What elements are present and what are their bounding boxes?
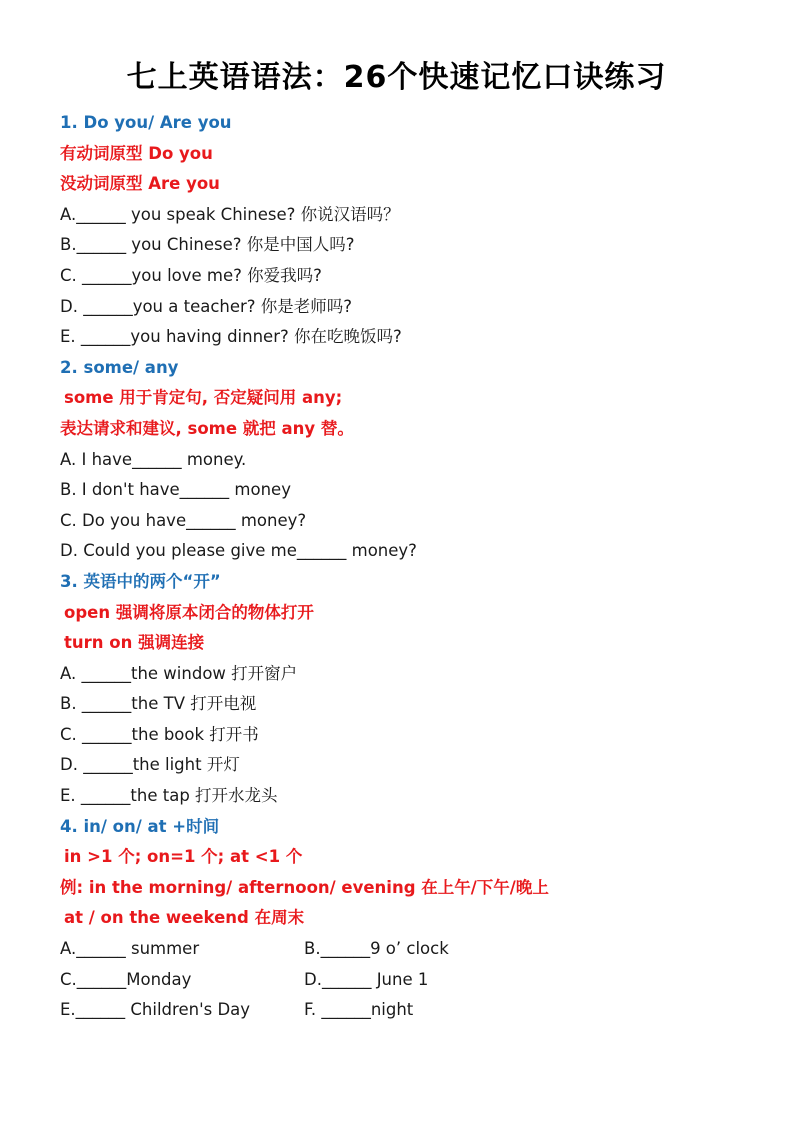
exercise-item: E. ______you having dinner? 你在吃晚饭吗?: [60, 327, 402, 347]
exercise-item: D. ______you a teacher? 你是老师吗?: [60, 296, 353, 316]
exercise-item: B. ______the TV 打开电视: [60, 694, 257, 714]
exercise-item: C. Do you have______ money?: [60, 510, 307, 530]
exercise-item: D. Could you please give me______ money?: [60, 541, 417, 561]
exercise-item: A. I have______ money.: [60, 449, 247, 469]
section-4-rule: in >1 个; on=1 个; at <1 个: [64, 847, 303, 867]
section-1-rule: 有动词原型 Do you: [60, 143, 213, 163]
exercise-item: B. I don't have______ money: [60, 480, 291, 500]
section-3-rule: open 强调将原本闭合的物体打开: [64, 602, 314, 622]
section-4-rule: at / on the weekend 在周末: [64, 908, 305, 928]
exercise-item: C. ______the book 打开书: [60, 724, 259, 744]
exercise-item-row: [60, 934, 760, 965]
exercise-item: A.______ summer: [60, 939, 200, 959]
section-2-rule: some 用于肯定句, 否定疑问用 any;: [64, 388, 343, 408]
section-4-rule: 例: in the morning/ afternoon/ evening 在上午/下午/晚上: [60, 877, 549, 897]
exercise-item: D.______ June 1: [304, 969, 429, 989]
exercise-item: D. ______the light 开灯: [60, 755, 240, 775]
section-3-rule: turn on 强调连接: [64, 633, 205, 653]
exercise-item: A. ______the window 打开窗户: [60, 663, 298, 683]
exercise-item: B.______9 o’ clock: [304, 939, 449, 959]
exercise-item: A.______ you speak Chinese? 你说汉语吗？: [60, 204, 400, 224]
section-2-heading: 2. some/ any: [60, 357, 179, 377]
exercise-item: E. ______the tap 打开水龙头: [60, 786, 278, 806]
exercise-item: C.______Monday: [60, 969, 192, 989]
exercise-item: F. ______night: [304, 1000, 414, 1020]
section-4-heading: 4. in/ on/ at +时间: [60, 816, 220, 836]
section-1-rule: 没动词原型 Are you: [60, 174, 220, 194]
exercise-item-row: [60, 965, 760, 996]
exercise-item: C. ______you love me? 你爱我吗?: [60, 265, 322, 285]
exercise-item-row: [60, 995, 760, 1026]
exercise-item: E.______ Children's Day: [60, 1000, 251, 1020]
section-2-rule: 表达请求和建议, some 就把 any 替。: [60, 418, 354, 438]
page-title: 七上英语语法：26个快速记忆口诀练习: [126, 60, 667, 95]
exercise-item: B.______ you Chinese? 你是中国人吗?: [60, 235, 355, 255]
section-1-heading: 1. Do you/ Are you: [60, 113, 232, 132]
worksheet-content: [60, 108, 760, 1026]
section-3-heading: 3. 英语中的两个“开”: [60, 571, 221, 591]
